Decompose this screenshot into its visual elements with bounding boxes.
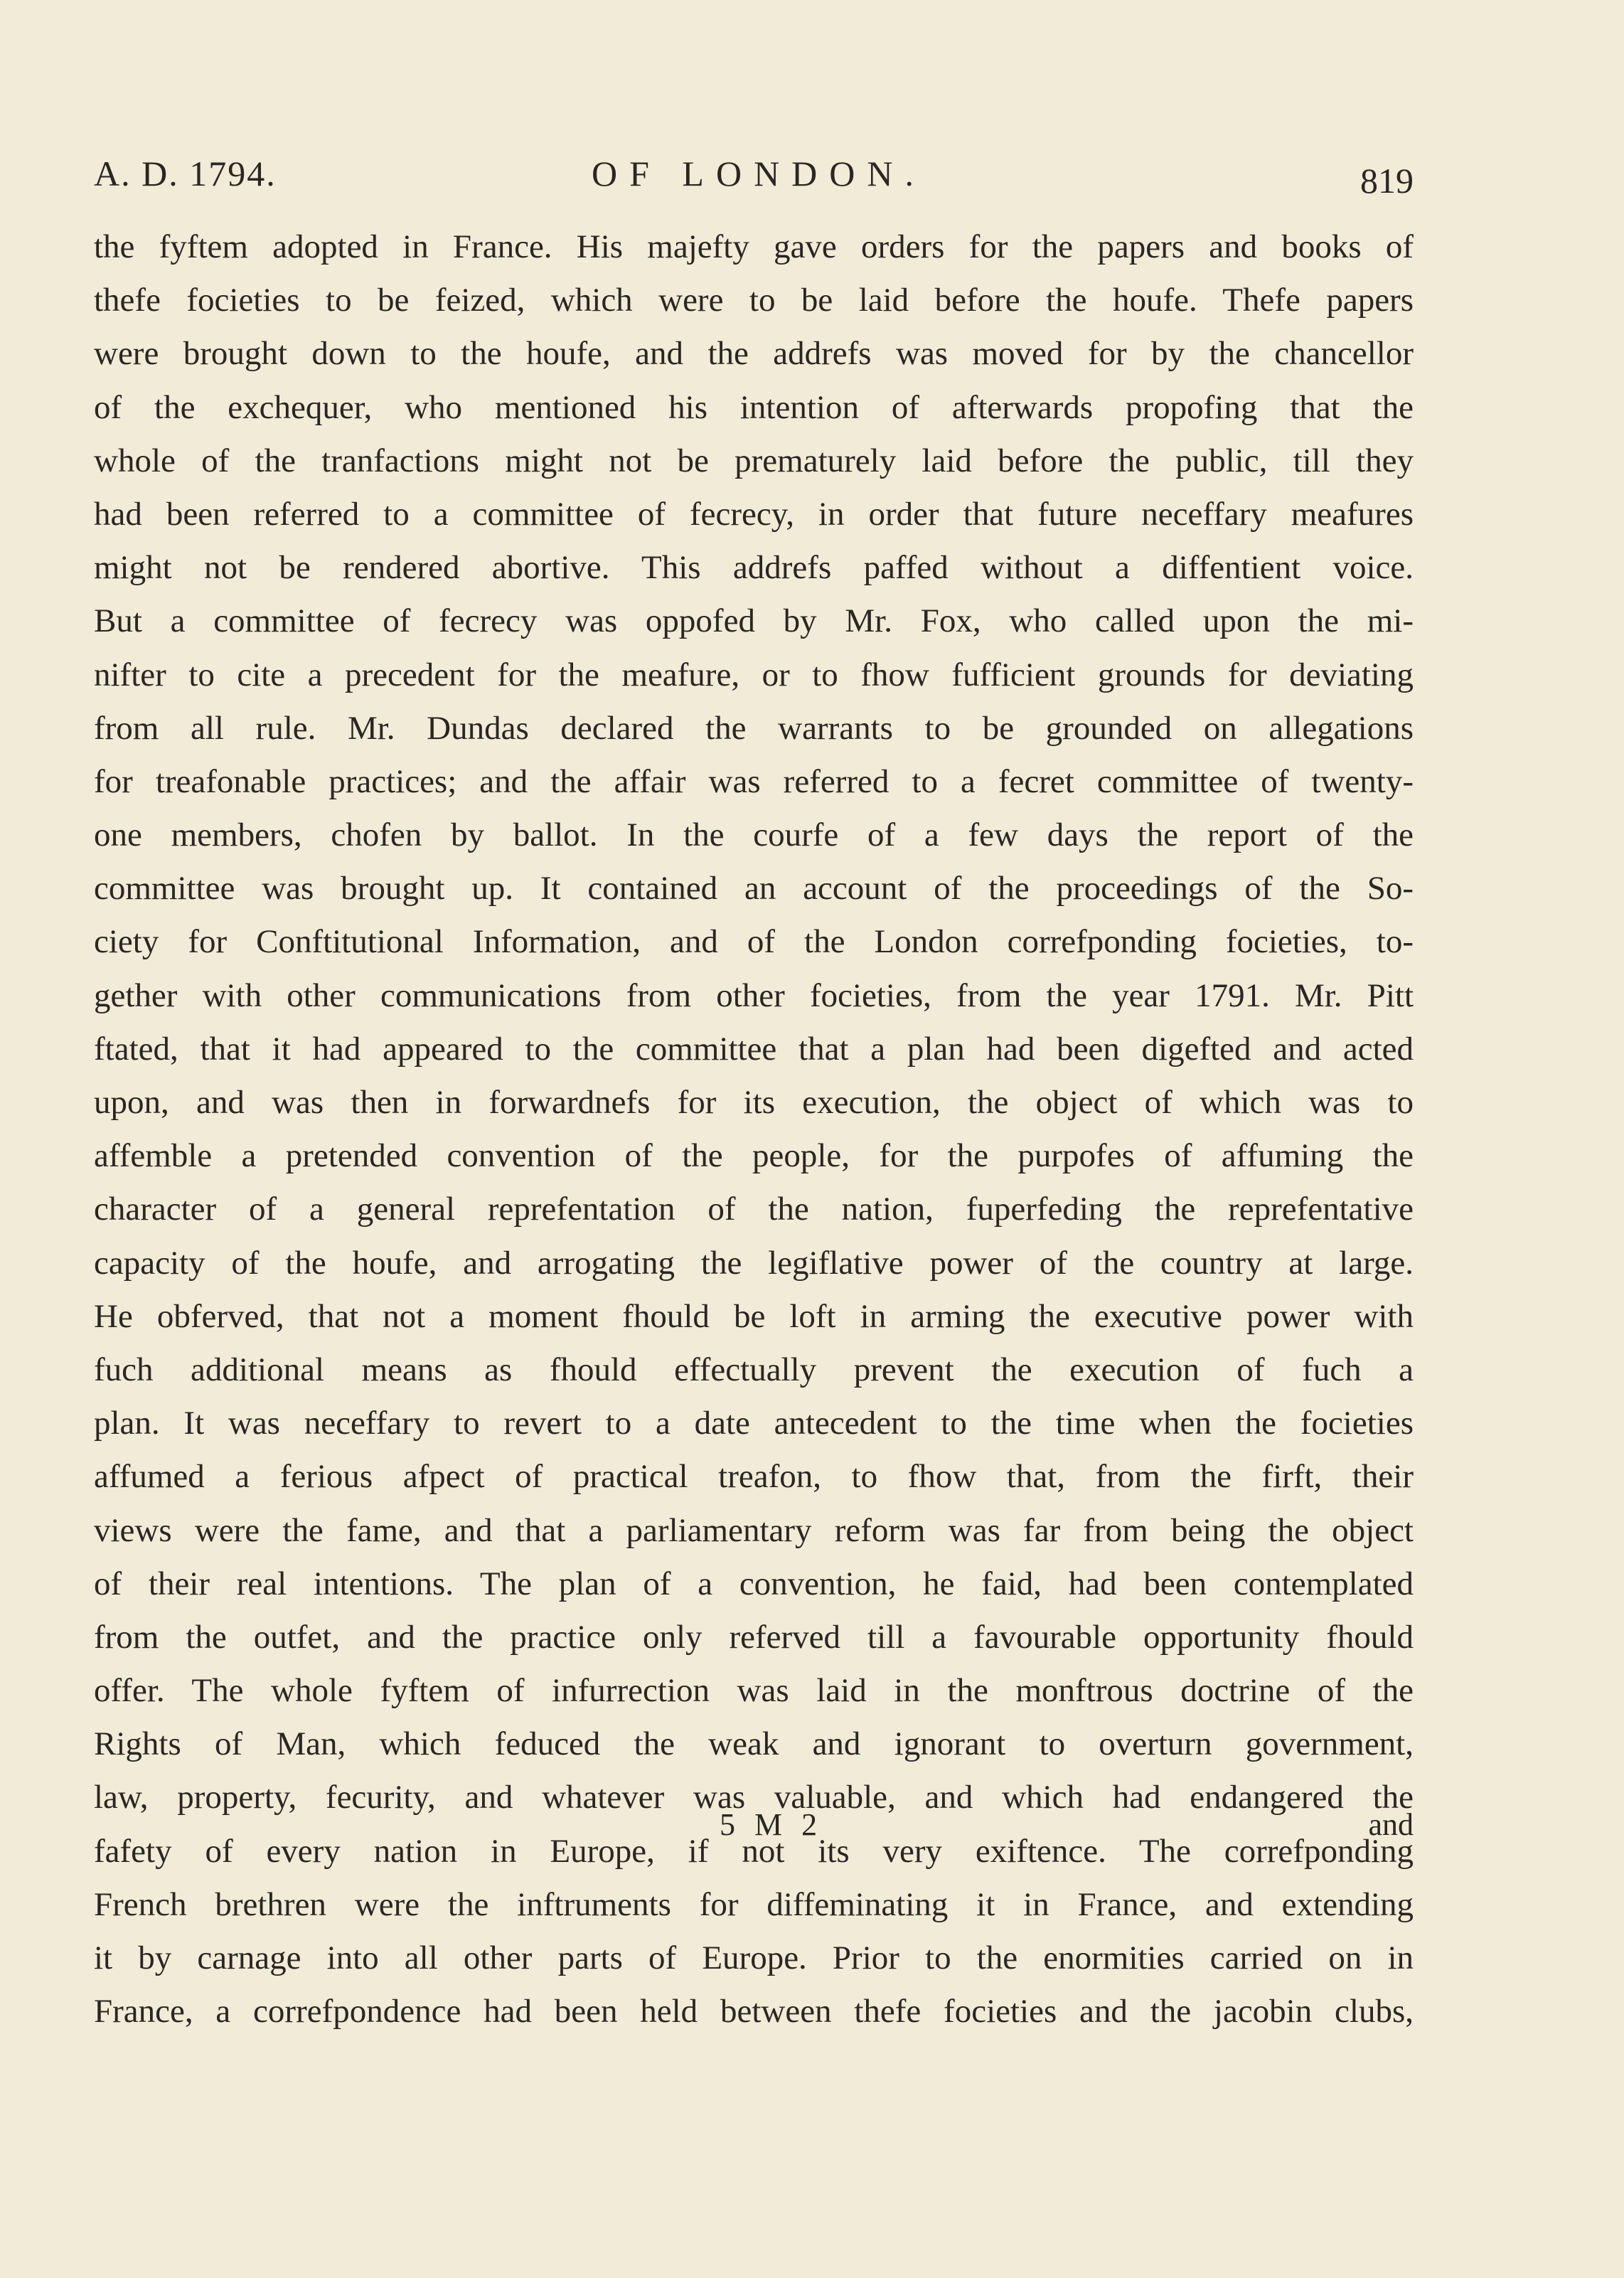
text-line: fuch additional means as fhould effectually prevent the execution of fuch a: [94, 1351, 1414, 1388]
header-date: A. D. 1794.: [94, 154, 277, 193]
text-line: fafety of every nation in Europe, if not its very exiftence. The correfponding: [94, 1832, 1414, 1870]
page-footer: [94, 1806, 1414, 1856]
text-line: ftated, that it had appeared to the committee that a plan had been digefted and acted: [94, 1030, 1414, 1068]
text-line: one members, chofen by ballot. In the courfe of a few days the report of the: [94, 816, 1414, 854]
text-line: France, a correfpondence had been held between thefe focieties and the jacobin clubs,: [94, 1993, 1414, 2030]
text-line: of the exchequer, who mentioned his intention of afterwards propofing that the: [94, 388, 1414, 426]
text-line: nifter to cite a precedent for the meafure, or to fhow fufficient grounds for deviating: [94, 656, 1414, 693]
text-line: for treafonable practices; and the affair was referred to a fecret committee of twenty-: [94, 762, 1414, 800]
text-line: capacity of the houfe, and arrogating the legiflative power of the country at large.: [94, 1244, 1414, 1282]
text-line: whole of the tranfactions might not be prematurely laid before the public, till they: [94, 442, 1414, 479]
text-line: upon, and was then in forwardnefs for its execution, the object of which was to: [94, 1084, 1414, 1121]
header-title: OF LONDON.: [592, 154, 926, 193]
catchword: and: [1368, 1807, 1414, 1842]
text-line: might not be rendered abortive. This addrefs paffed without a diffentient voice.: [94, 549, 1414, 587]
page-number: 819: [1360, 161, 1414, 201]
text-line: affumed a ferious afpect of practical treafon, to fhow that, from the firft, their: [94, 1458, 1414, 1496]
text-line: committee was brought up. It contained an account of the proceedings of the So-: [94, 870, 1414, 908]
text-line: offer. The whole fyftem of infurrection was laid in the monftrous doctrine of the: [94, 1672, 1414, 1710]
text-line: from all rule. Mr. Dundas declared the warrants to be grounded on allegations: [94, 709, 1414, 747]
text-line: views were the fame, and that a parliamentary reform was far from being the object: [94, 1511, 1414, 1549]
text-line: law, property, fecurity, and whatever was valuable, and which had endangered the: [94, 1779, 1414, 1816]
text-line: plan. It was neceffary to revert to a date antecedent to the time when the focieties: [94, 1405, 1414, 1442]
text-line: thefe focieties to be feized, which were to be laid before the houfe. Thefe papers: [94, 282, 1414, 319]
text-line: gether with other communications from other focieties, from the year 1791. Mr. Pitt: [94, 976, 1414, 1014]
text-line: ciety for Conftitutional Information, and of the London correfponding focieties, to-: [94, 923, 1414, 961]
text-line: affemble a pretended convention of the people, for the purpofes of affuming the: [94, 1137, 1414, 1175]
text-line: from the outfet, and the practice only referved till a favourable opportunity fhould: [94, 1618, 1414, 1656]
text-line: But a committee of fecrecy was oppofed by Mr. Fox, who called upon the mi-: [94, 602, 1414, 640]
text-line: it by carnage into all other parts of Europe. Prior to the enormities carried on in: [94, 1939, 1414, 1976]
text-line: character of a general reprefentation of the nation, fuperfeding the reprefentative: [94, 1191, 1414, 1228]
text-line: French brethren were the inftruments for diffeminating it in France, and extending: [94, 1885, 1414, 1923]
text-line: the fyftem adopted in France. His majefty gave orders for the papers and books of: [94, 228, 1414, 265]
text-line: had been referred to a committee of fecrecy, in order that future neceffary meafures: [94, 495, 1414, 533]
text-line: He obferved, that not a moment fhould be loft in arming the executive power with: [94, 1297, 1414, 1335]
body-text: [94, 220, 1414, 2038]
text-line: were brought down to the houfe, and the addrefs was moved for by the chancellor: [94, 335, 1414, 373]
signature-mark: 5 M 2: [720, 1807, 823, 1842]
running-header: [94, 153, 1414, 203]
text-line: of their real intentions. The plan of a convention, he faid, had been contemplated: [94, 1565, 1414, 1602]
text-line: Rights of Man, which feduced the weak and ignorant to overturn government,: [94, 1725, 1414, 1763]
